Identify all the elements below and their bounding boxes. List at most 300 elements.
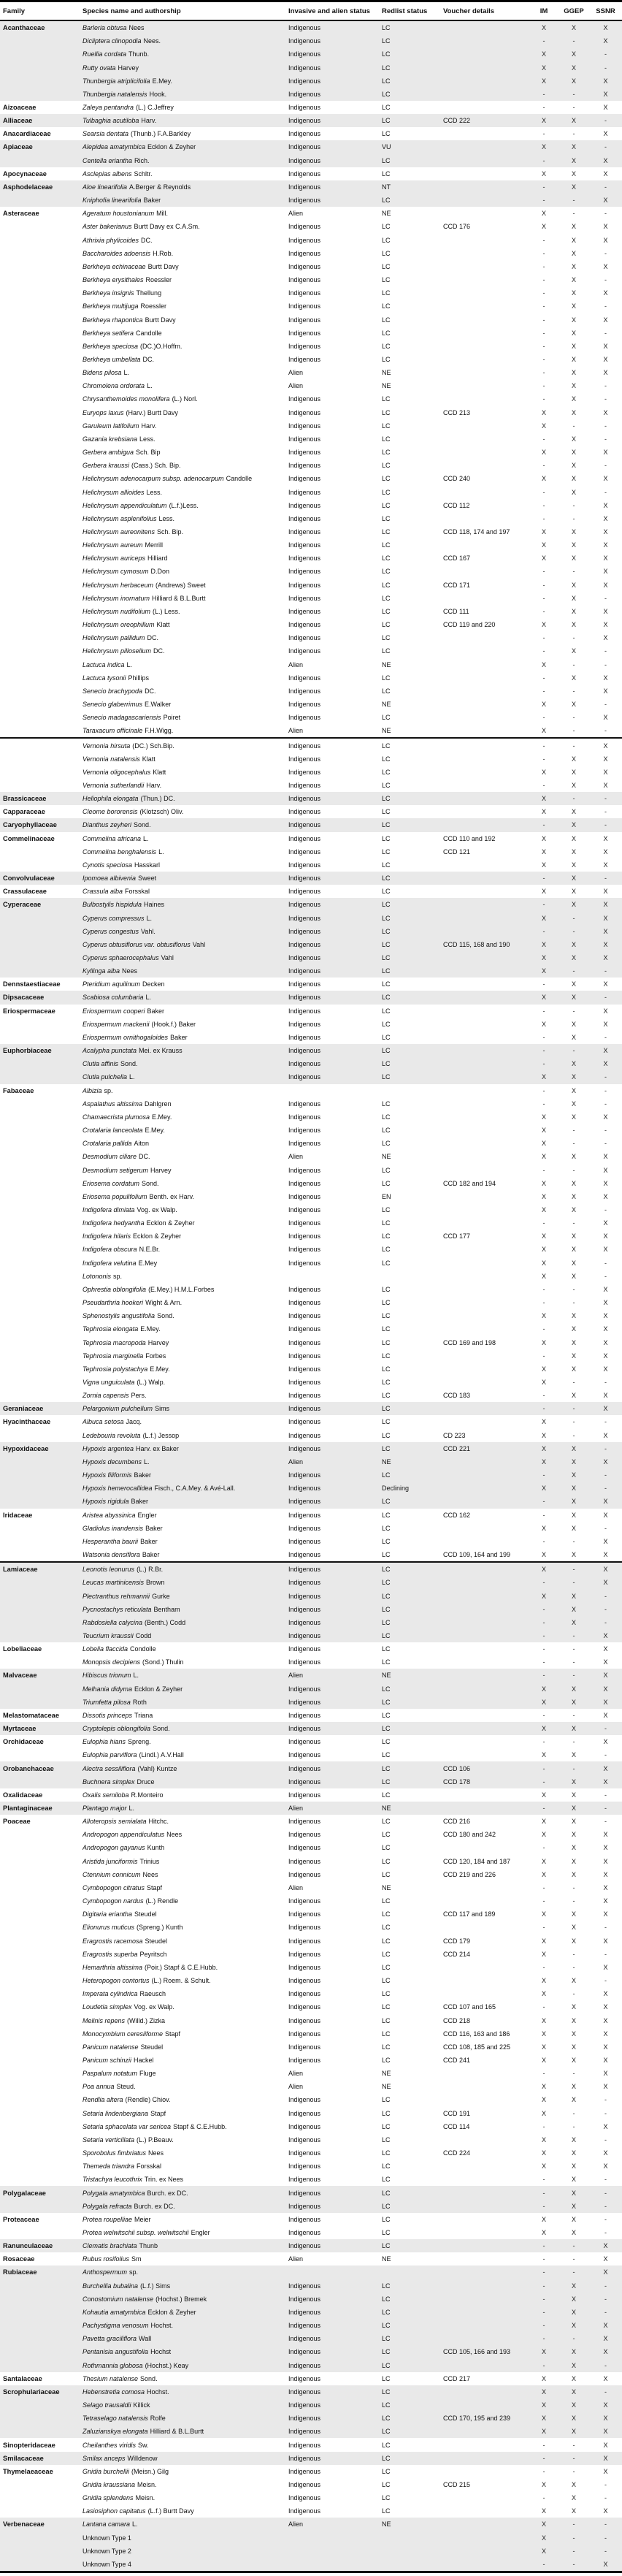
invasive-status: Indigenous — [288, 130, 321, 138]
redlist-status: LC — [382, 847, 391, 856]
im-mark: - — [542, 1060, 545, 1068]
invasive-status: Indigenous — [288, 980, 321, 988]
im-mark: - — [542, 1844, 545, 1852]
species-cell — [82, 1632, 288, 1639]
species-name: Pavetta graciliflora — [82, 2335, 137, 2343]
ggep-mark: - — [572, 1285, 575, 1293]
species-name: Digitaria eriantha — [82, 1910, 133, 1918]
ggep-mark: X — [571, 555, 576, 563]
ssnr-mark: - — [604, 808, 607, 816]
invasive-status: Indigenous — [288, 143, 321, 151]
authorship: (Harv.) Burtt Davy — [126, 408, 178, 416]
im-mark: - — [542, 2202, 545, 2210]
authorship: (Klotzsch) Oliv. — [139, 808, 184, 816]
im-mark: - — [542, 2322, 545, 2330]
authorship: Harvey — [147, 1338, 169, 1346]
authorship: Meier — [134, 2215, 151, 2223]
invasive-status: Indigenous — [288, 2149, 321, 2157]
im-mark: - — [542, 1631, 545, 1639]
im-mark: - — [542, 130, 545, 138]
table-row — [0, 938, 622, 951]
im-mark: X — [541, 1791, 546, 1799]
species-name: Monopsis decipiens — [82, 1658, 141, 1666]
authorship: L. — [145, 994, 152, 1002]
invasive-status: Indigenous — [288, 1060, 321, 1068]
species-name: Cyperus obtusiflorus var. obtusiflorus — [82, 940, 191, 948]
redlist-status: VU — [382, 143, 391, 151]
redlist-status: LC — [382, 475, 391, 483]
voucher-details: CCD 162 — [443, 1511, 471, 1519]
authorship: Forbes — [145, 1352, 166, 1360]
species-cell — [82, 1299, 288, 1306]
table-row — [0, 605, 622, 618]
redlist-status: LC — [382, 2428, 391, 2436]
im-mark: X — [541, 1246, 546, 1254]
table-row — [0, 234, 622, 247]
ssnr-mark: - — [604, 1977, 607, 1985]
ggep-mark: X — [571, 382, 576, 390]
species-name: Thesium natalense — [82, 2374, 139, 2382]
species-cell — [82, 2203, 288, 2210]
redlist-status: LC — [382, 1711, 391, 1719]
invasive-status: Indigenous — [288, 1498, 321, 1506]
im-mark: - — [542, 1537, 545, 1545]
invasive-status: Indigenous — [288, 755, 321, 763]
species-cell — [82, 263, 288, 270]
invasive-status: Indigenous — [288, 2030, 321, 2038]
invasive-status: Indigenous — [288, 236, 321, 244]
voucher-details: CCD 219 and 226 — [443, 1870, 496, 1878]
table-row — [0, 805, 622, 818]
species-cell — [82, 462, 288, 469]
authorship: Sims — [155, 1405, 170, 1413]
species-cell — [82, 223, 288, 230]
species-name: Lactuca indica — [82, 660, 125, 668]
authorship: Codd — [135, 1631, 152, 1639]
table-row — [0, 1389, 622, 1402]
species-cell — [82, 687, 288, 695]
redlist-status: LC — [382, 2202, 391, 2210]
table-row — [0, 472, 622, 485]
im-mark: X — [541, 1857, 546, 1865]
species-name: Athrixia phylicoides — [82, 236, 139, 244]
im-mark: X — [541, 1990, 546, 1998]
authorship: Klatt — [153, 768, 166, 776]
ggep-mark: - — [572, 210, 575, 218]
family-name: Orchidaceae — [3, 1738, 44, 1746]
ggep-mark: X — [571, 1605, 576, 1613]
species-cell — [82, 2017, 288, 2024]
im-mark: X — [541, 967, 546, 975]
species-cell — [82, 1897, 288, 1905]
species-cell — [82, 302, 288, 310]
im-mark: X — [541, 475, 546, 483]
authorship: L. — [123, 369, 130, 377]
im-mark: - — [542, 1033, 545, 1041]
family-name: Dennstaestiaceae — [3, 980, 61, 988]
authorship: Ecklon & Zeyher — [146, 1219, 195, 1227]
im-mark: X — [541, 1418, 546, 1426]
ssnr-mark: - — [604, 967, 607, 975]
species-name: Vernonia natalensis — [82, 755, 140, 763]
authorship: Baker — [142, 1551, 160, 1559]
authorship: Hitchc. — [148, 1818, 169, 1826]
table-row — [0, 2398, 622, 2412]
ggep-mark: X — [571, 369, 576, 377]
im-mark: - — [542, 236, 545, 244]
im-mark: X — [541, 1725, 546, 1733]
voucher-details: CCD 191 — [443, 2109, 471, 2117]
invasive-status: Indigenous — [288, 1192, 321, 1200]
invasive-status: Indigenous — [288, 1127, 321, 1135]
ssnr-mark: X — [603, 37, 608, 45]
ssnr-mark: X — [603, 1897, 608, 1905]
redlist-status: LC — [382, 755, 391, 763]
ggep-mark: X — [571, 2016, 576, 2024]
ggep-mark: - — [572, 1140, 575, 1148]
ggep-mark: - — [572, 1738, 575, 1746]
ggep-mark: - — [572, 1631, 575, 1639]
ssnr-mark: X — [603, 130, 608, 138]
ssnr-mark: X — [603, 1658, 608, 1666]
authorship: Sond. — [120, 1060, 138, 1068]
family-name: Orobanchaceae — [3, 1764, 54, 1772]
redlist-status: LC — [382, 927, 391, 935]
authorship: Decken — [142, 980, 165, 988]
im-mark: X — [541, 422, 546, 430]
im-mark: X — [541, 1312, 546, 1320]
species-name: Tetraselago natalensis — [82, 2415, 148, 2423]
ssnr-mark: - — [604, 1791, 607, 1799]
species-cell — [82, 2309, 288, 2316]
im-mark: X — [541, 24, 546, 32]
authorship: Nees. — [143, 37, 161, 45]
species-cell — [82, 2136, 288, 2144]
authorship: Roth — [132, 1698, 147, 1706]
voucher-details: CCD 224 — [443, 2149, 471, 2157]
im-mark: X — [541, 210, 546, 218]
ssnr-mark: - — [604, 210, 607, 218]
family-name: Brassicaceae — [3, 795, 47, 803]
authorship: Stapf & C.E.Hubb. — [173, 2122, 227, 2130]
ssnr-mark: X — [603, 169, 608, 178]
species-name: Vernonia oligocephalus — [82, 768, 151, 776]
authorship: (L.f.)Less. — [169, 501, 199, 509]
authorship: sp. — [129, 2268, 139, 2276]
invasive-status: Indigenous — [288, 1645, 321, 1653]
im-mark: X — [541, 768, 546, 776]
species-name: Commelina africana — [82, 834, 142, 842]
table-row — [0, 1402, 622, 1415]
species-cell — [82, 143, 288, 150]
species-cell — [82, 795, 288, 802]
authorship: Trinius — [139, 1857, 160, 1865]
authorship: DC. — [153, 647, 165, 655]
invasive-status: Indigenous — [288, 1618, 321, 1626]
redlist-status: LC — [382, 236, 391, 244]
table-row — [0, 1589, 622, 1602]
authorship: Burtt Davy — [145, 316, 176, 324]
ssnr-mark: - — [604, 143, 607, 151]
redlist-status: LC — [382, 329, 391, 337]
invasive-status: Indigenous — [288, 768, 321, 776]
im-mark: X — [541, 1431, 546, 1439]
redlist-status: LC — [382, 1392, 391, 1400]
voucher-details: CCD 215 — [443, 2480, 471, 2488]
ggep-mark: X — [571, 607, 576, 615]
table-row — [0, 194, 622, 207]
ggep-mark: X — [571, 2176, 576, 2184]
species-cell — [82, 2176, 288, 2183]
voucher-details: CCD 221 — [443, 1444, 471, 1452]
species-cell — [82, 2481, 288, 2488]
ssnr-mark: - — [604, 1725, 607, 1733]
species-cell — [82, 157, 288, 164]
table-row — [0, 2438, 622, 2451]
table-row — [0, 2372, 622, 2385]
authorship: Nees — [148, 2149, 164, 2157]
table-row — [0, 1775, 622, 1788]
im-mark: X — [541, 2215, 546, 2223]
table-row — [0, 818, 622, 831]
species-name: Protea welwitschii subsp. welwitschii — [82, 2229, 189, 2237]
invasive-status: Indigenous — [288, 2282, 321, 2290]
ssnr-mark: X — [603, 1631, 608, 1639]
table-row — [0, 512, 622, 525]
ggep-mark: X — [571, 2348, 576, 2356]
table-row — [0, 885, 622, 898]
authorship: L. — [133, 1672, 139, 1680]
ssnr-mark: X — [603, 1285, 608, 1293]
ggep-mark: - — [572, 2520, 575, 2529]
redlist-status: LC — [382, 967, 391, 975]
family-name: Capparaceae — [3, 808, 45, 816]
ggep-mark: - — [572, 927, 575, 935]
authorship: (Thun.) DC. — [140, 795, 175, 803]
table-row — [0, 644, 622, 658]
species-name: Berkheya echinaceae — [82, 262, 146, 270]
authorship: Hilliard & B.L.Burtt — [150, 2428, 204, 2436]
invasive-status: Indigenous — [288, 1764, 321, 1772]
table-row — [0, 2504, 622, 2518]
redlist-status: LC — [382, 1605, 391, 1613]
species-name: Watsonia densiflora — [82, 1551, 140, 1559]
authorship: Bentham — [153, 1605, 180, 1613]
invasive-status: Indigenous — [288, 2096, 321, 2104]
ssnr-mark: - — [604, 249, 607, 257]
ssnr-mark: X — [603, 1179, 608, 1187]
species-name: Indigofera hilaris — [82, 1232, 131, 1241]
ssnr-mark: - — [604, 594, 607, 602]
family-name: Polygalaceae — [3, 2189, 46, 2197]
authorship: (Hochst.) Bremek — [156, 2295, 207, 2303]
authorship: Steudel — [134, 1910, 157, 1918]
ssnr-mark: X — [603, 2255, 608, 2263]
invasive-status: Indigenous — [288, 2388, 321, 2396]
species-name: Cymbopogon nardus — [82, 1897, 144, 1905]
ggep-mark: - — [572, 104, 575, 112]
redlist-status: LC — [382, 169, 391, 178]
invasive-status: Indigenous — [288, 1007, 321, 1015]
ssnr-mark: X — [603, 1166, 608, 1174]
im-mark: X — [541, 660, 546, 668]
ggep-mark: X — [571, 2308, 576, 2316]
ssnr-mark: X — [603, 2415, 608, 2423]
im-mark: - — [542, 2295, 545, 2303]
ssnr-mark: - — [604, 1524, 607, 1532]
species-name: Desmodium setigerum — [82, 1166, 149, 1174]
species-cell — [82, 2428, 288, 2435]
ssnr-mark: X — [603, 449, 608, 457]
ssnr-mark: X — [603, 1352, 608, 1360]
redlist-status: LC — [382, 1325, 391, 1333]
authorship: Engler — [191, 2229, 210, 2237]
table-row — [0, 2279, 622, 2293]
species-name: Setaria verticillata — [82, 2135, 135, 2144]
invasive-status: Indigenous — [288, 90, 321, 98]
ggep-mark: X — [571, 1511, 576, 1519]
im-mark: - — [542, 2255, 545, 2263]
ggep-mark: X — [571, 2056, 576, 2064]
redlist-status: NE — [382, 2083, 391, 2091]
species-name: Lasiosiphon capitatus — [82, 2507, 146, 2515]
species-cell — [82, 183, 288, 191]
ggep-mark: X — [571, 64, 576, 72]
ssnr-mark: - — [604, 2282, 607, 2290]
species-name: Helichrysum pallidum — [82, 634, 145, 642]
species-cell — [82, 2242, 288, 2249]
authorship: Meisn. — [135, 2494, 156, 2502]
ggep-mark: X — [571, 847, 576, 856]
ssnr-mark: - — [604, 795, 607, 803]
authorship: E.Mey. — [152, 1113, 172, 1121]
species-cell — [82, 755, 288, 763]
ggep-mark: X — [571, 2480, 576, 2488]
ggep-mark: - — [572, 1127, 575, 1135]
species-cell — [82, 1458, 288, 1466]
species-cell — [82, 1418, 288, 1425]
species-name: Pelargonium pulchellum — [82, 1405, 153, 1413]
ssnr-mark: X — [603, 927, 608, 935]
authorship: Thellung — [136, 289, 162, 297]
im-mark: X — [541, 888, 546, 896]
species-cell — [82, 343, 288, 350]
table-row — [0, 2412, 622, 2425]
species-name: Garuleum latifolium — [82, 422, 139, 430]
ggep-mark: X — [571, 117, 576, 125]
invasive-status: Indigenous — [288, 2401, 321, 2409]
species-name: Crassula alba — [82, 888, 123, 896]
family-name: Myrtaceae — [3, 1725, 37, 1733]
species-cell — [82, 1379, 288, 1386]
ggep-mark: X — [571, 1020, 576, 1028]
im-mark: X — [541, 1457, 546, 1466]
species-cell — [82, 888, 288, 895]
ssnr-mark: - — [604, 701, 607, 709]
invasive-status: Indigenous — [288, 834, 321, 842]
authorship: Vog. ex Walp. — [137, 1205, 177, 1213]
authorship: Harvey — [118, 64, 139, 72]
table-row — [0, 379, 622, 392]
species-name: Eragrostis racemosa — [82, 1937, 143, 1945]
table-row — [0, 552, 622, 565]
redlist-status: NE — [382, 382, 391, 390]
invasive-status: Indigenous — [288, 64, 321, 72]
species-name: Leucas martinicensis — [82, 1579, 145, 1587]
im-mark: X — [541, 2507, 546, 2515]
table-row — [0, 1522, 622, 1535]
species-cell — [82, 2110, 288, 2117]
species-cell — [82, 1113, 288, 1121]
im-mark: X — [541, 861, 546, 869]
table-row — [0, 1455, 622, 1468]
redlist-status: LC — [382, 1751, 391, 1759]
table-row — [0, 1124, 622, 1137]
authorship: R.Monteiro — [131, 1791, 164, 1799]
species-cell — [82, 1167, 288, 1174]
invasive-status: Indigenous — [288, 342, 321, 350]
species-cell — [82, 1246, 288, 1253]
redlist-status: NE — [382, 2520, 391, 2529]
im-mark: - — [542, 1777, 545, 1786]
invasive-status: Indigenous — [288, 1711, 321, 1719]
voucher-details: CCD 213 — [443, 408, 471, 416]
redlist-status: LC — [382, 594, 391, 602]
table-row — [0, 1482, 622, 1495]
invasive-status: Indigenous — [288, 223, 321, 231]
species-cell — [82, 1021, 288, 1028]
species-cell — [82, 582, 288, 589]
authorship: Mei. ex Krauss — [139, 1047, 183, 1055]
species-name: Kniphofia linearifolia — [82, 197, 142, 205]
species-name: Gladiolus inandensis — [82, 1524, 144, 1532]
species-name: Helichrysum inornatum — [82, 594, 150, 602]
redlist-status: LC — [382, 2467, 391, 2475]
table-row — [0, 1203, 622, 1216]
species-name: Helichrysum asplenifolius — [82, 514, 157, 522]
im-mark: - — [542, 634, 545, 642]
ssnr-mark: - — [604, 2135, 607, 2144]
ggep-mark: X — [571, 488, 576, 496]
species-cell — [82, 2520, 288, 2528]
ssnr-mark: X — [603, 1566, 608, 1574]
ggep-mark: X — [571, 2295, 576, 2303]
species-cell — [82, 77, 288, 85]
ggep-mark: X — [571, 355, 576, 363]
im-mark: X — [541, 2374, 546, 2382]
ggep-mark: X — [571, 901, 576, 909]
species-cell — [82, 1937, 288, 1945]
im-mark: X — [541, 2083, 546, 2091]
im-mark: - — [542, 2494, 545, 2502]
im-mark: X — [541, 2056, 546, 2064]
redlist-status: NE — [382, 1672, 391, 1680]
ggep-mark: X — [571, 1498, 576, 1506]
species-name: Thunbergia atriplicifolia — [82, 77, 150, 85]
table-row — [0, 1110, 622, 1124]
ggep-mark: - — [572, 1990, 575, 1998]
ssnr-mark: - — [604, 1259, 607, 1267]
ggep-mark: - — [572, 2547, 575, 2555]
table-row — [0, 1084, 622, 1097]
ssnr-mark: X — [603, 408, 608, 416]
ssnr-mark: - — [604, 50, 607, 58]
ggep-mark: X — [571, 50, 576, 58]
species-name: Smilax anceps — [82, 2454, 126, 2462]
redlist-status: LC — [382, 888, 391, 896]
invasive-status: Indigenous — [288, 2480, 321, 2488]
ssnr-mark: X — [603, 156, 608, 164]
